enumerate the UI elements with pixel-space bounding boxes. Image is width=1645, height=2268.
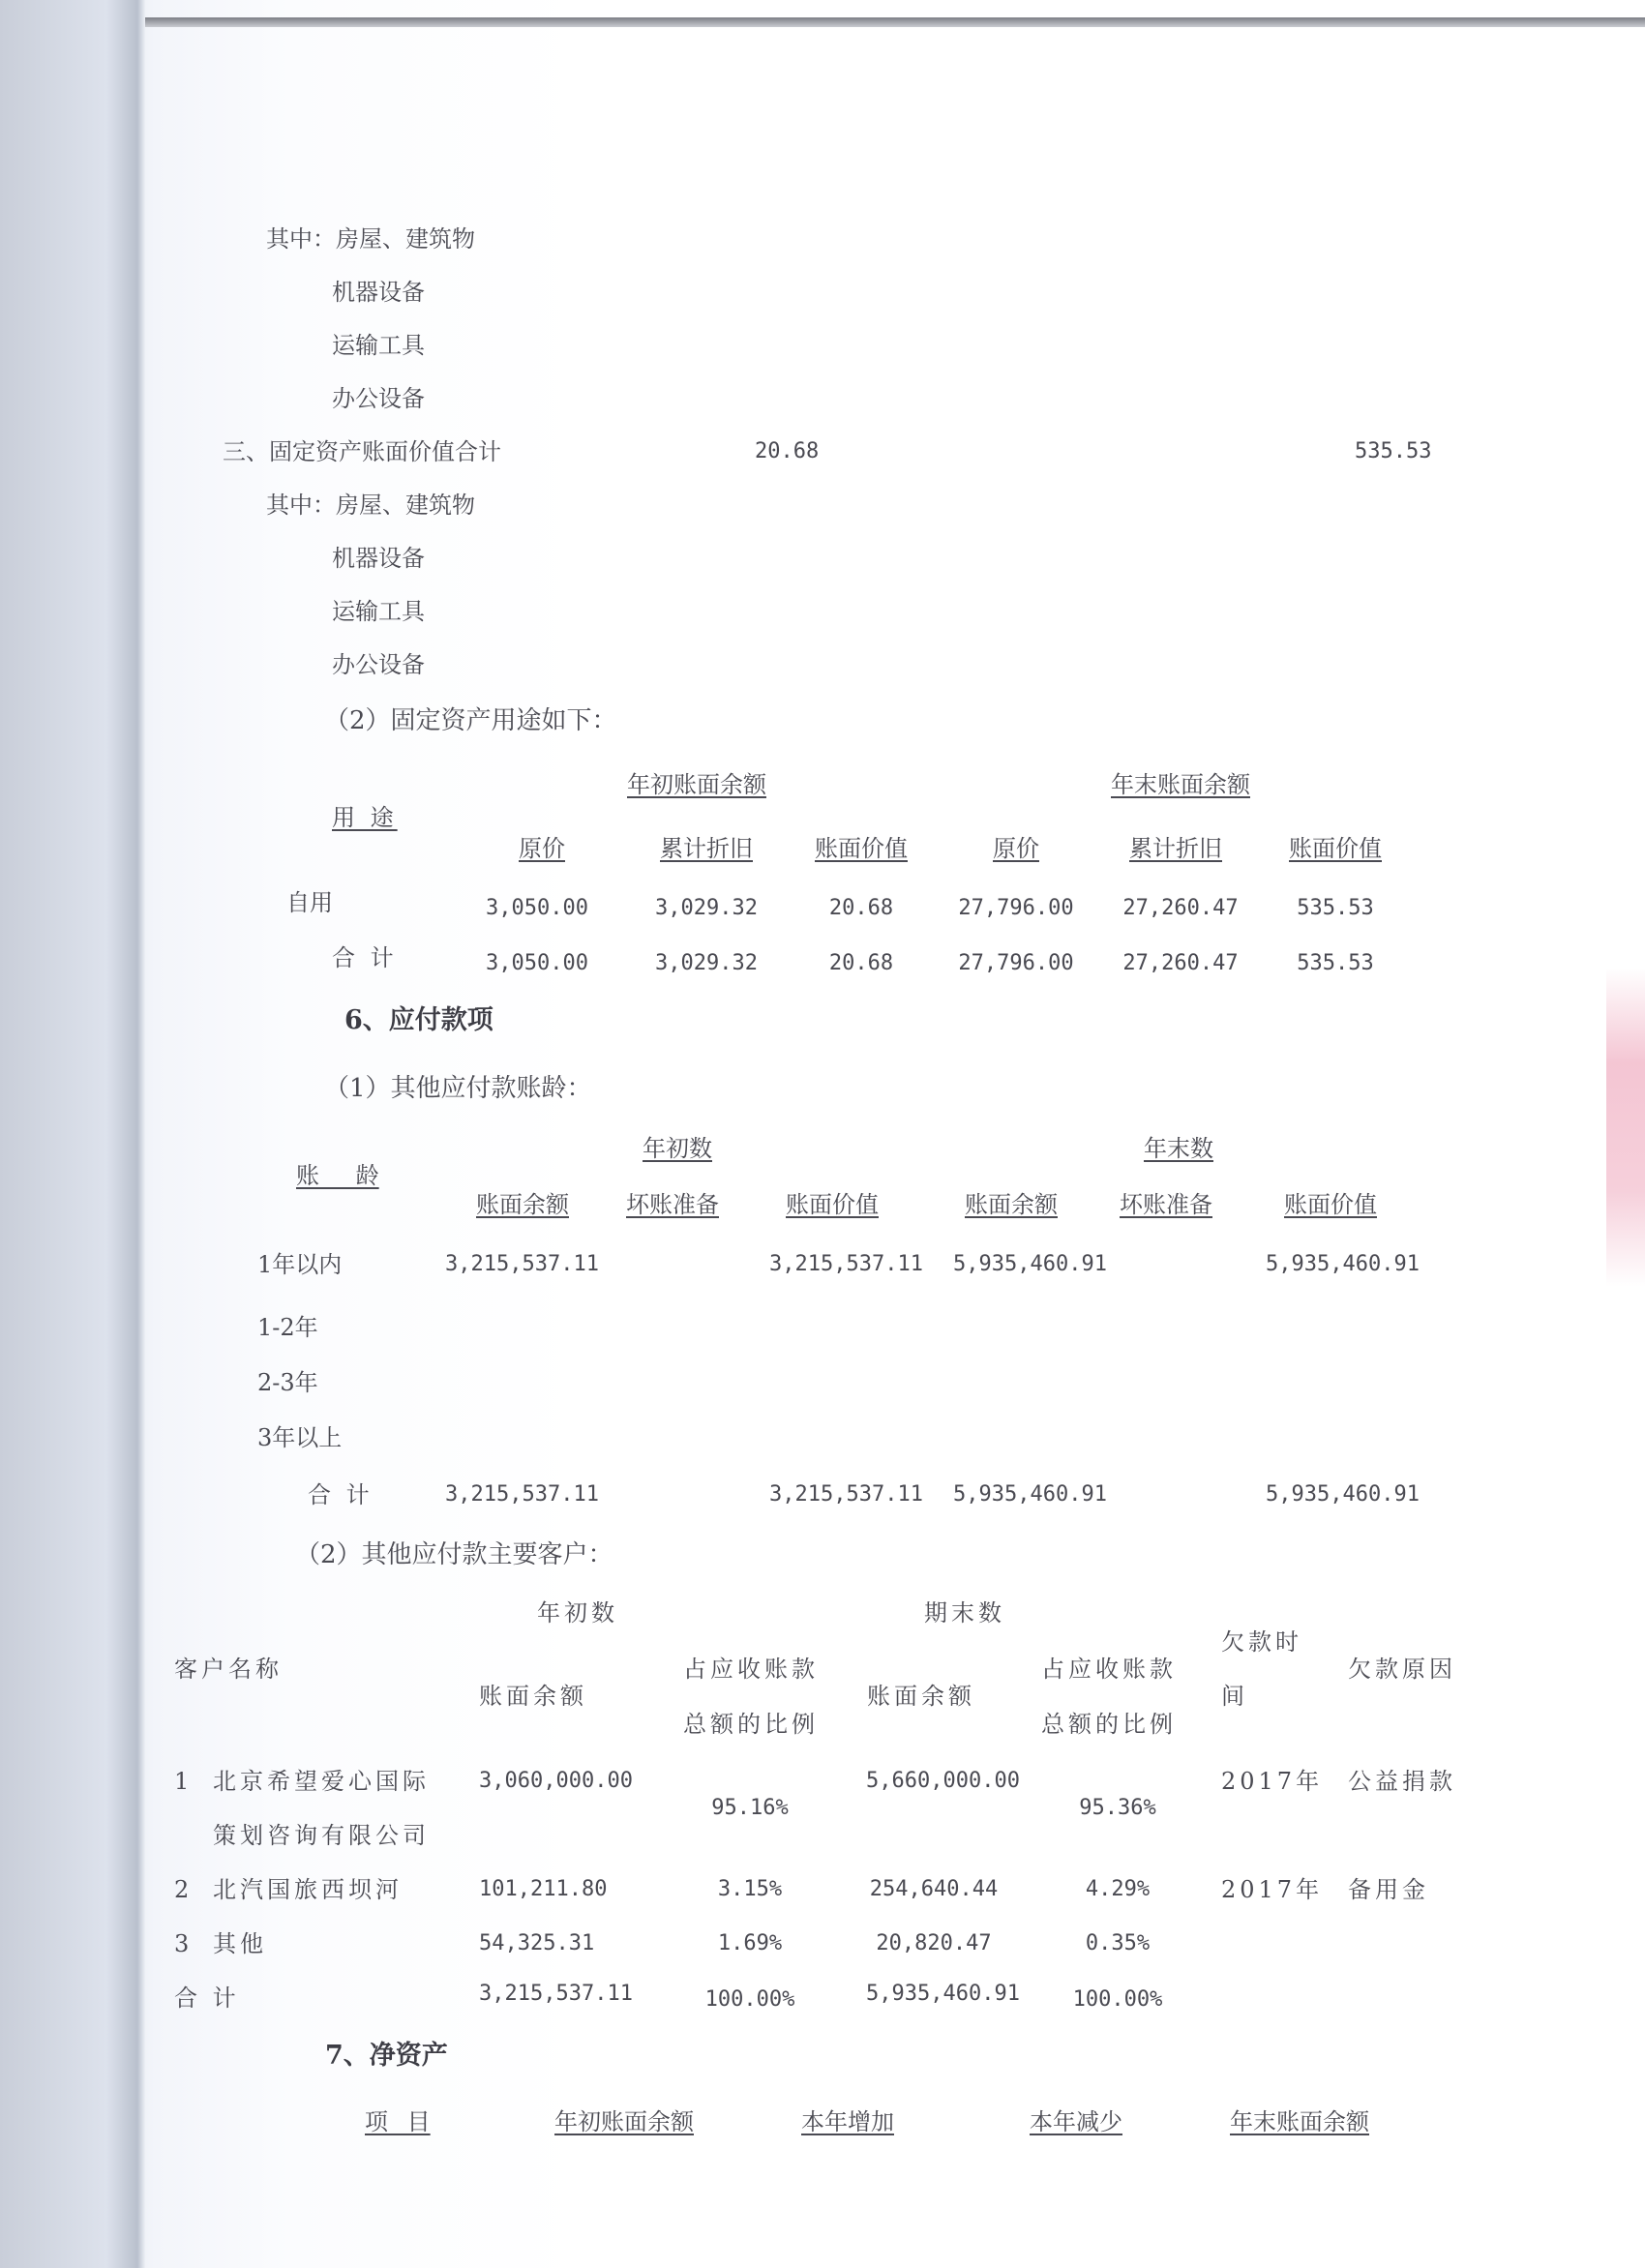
section-title-payables: 6、应付款项 xyxy=(344,1005,494,1035)
net-total-begin: 20.68 xyxy=(755,439,820,463)
aging-cell: 3,215,537.11 xyxy=(769,1252,923,1276)
aging-sub-header: 坏账准备 xyxy=(626,1191,719,1218)
usage-group-begin: 年初账面余额 xyxy=(627,771,766,798)
usage-cell: 20.68 xyxy=(828,951,894,975)
customer-name: 其他 xyxy=(213,1930,267,1957)
section-title-net-assets: 7、净资产 xyxy=(325,2041,448,2071)
aging-row-label: 3年以上 xyxy=(257,1424,343,1451)
aging-cell: 5,935,460.91 xyxy=(1266,1482,1420,1507)
customers-group-end: 期末数 xyxy=(924,1599,1005,1626)
aging-row-label: 1年以内 xyxy=(257,1251,343,1278)
aging-cell: 5,935,460.91 xyxy=(1266,1252,1420,1276)
customers-total-end-ratio: 100.00% xyxy=(1072,1987,1163,2012)
customer-time: 2017年 xyxy=(1221,1876,1324,1903)
aging-heading: （1）其他应付款账龄： xyxy=(324,1074,592,1103)
customers-col-ratio-1: 占应收账款 xyxy=(683,1656,819,1683)
aging-cell: 5,935,460.91 xyxy=(953,1252,1107,1276)
net-assets-header: 本年减少 xyxy=(1030,2108,1122,2135)
asset-subitem: 机器设备 xyxy=(332,545,425,572)
asset-subitem: 其中：房屋、建筑物 xyxy=(266,225,475,253)
customer-name: 北京希望爱心国际 xyxy=(213,1768,430,1795)
customer-begin-ratio: 95.16% xyxy=(711,1796,789,1820)
aging-cell: 3,215,537.11 xyxy=(769,1482,923,1507)
aging-sub-header: 坏账准备 xyxy=(1120,1191,1212,1218)
aging-sub-header: 账面余额 xyxy=(965,1191,1058,1218)
aging-sub-header: 账面价值 xyxy=(1284,1191,1377,1218)
customer-reason: 备用金 xyxy=(1348,1876,1429,1903)
customer-begin-ratio: 1.69% xyxy=(717,1931,783,1955)
asset-subitem: 办公设备 xyxy=(332,385,425,412)
aging-col-label: 账 龄 xyxy=(296,1162,379,1189)
usage-heading: （2）固定资产用途如下： xyxy=(324,706,617,735)
usage-sub-header: 累计折旧 xyxy=(660,835,753,862)
customer-reason: 公益捐款 xyxy=(1348,1768,1456,1795)
usage-cell: 27,796.00 xyxy=(958,896,1074,920)
customer-name-line2: 策划咨询有限公司 xyxy=(213,1822,430,1849)
customers-total-label: 合 计 xyxy=(174,1984,240,2012)
asset-subitem: 运输工具 xyxy=(332,332,425,359)
customers-col-name: 客户名称 xyxy=(174,1656,283,1683)
customers-col-balance-b: 账面余额 xyxy=(867,1683,975,1710)
customers-col-ratio-2: 总额的比例 xyxy=(683,1711,819,1738)
net-total-label: 三、固定资产账面价值合计 xyxy=(223,438,501,465)
aging-row-label: 2-3年 xyxy=(257,1369,318,1396)
customers-col-time-1: 欠款时 xyxy=(1221,1628,1302,1656)
net-assets-header: 年初账面余额 xyxy=(554,2108,694,2135)
customers-heading: （2）其他应付款主要客户： xyxy=(295,1540,613,1569)
customer-end-ratio: 0.35% xyxy=(1085,1931,1151,1955)
usage-row-label: 合 计 xyxy=(332,944,398,971)
aging-sub-header: 账面价值 xyxy=(786,1191,879,1218)
binding-spine xyxy=(0,0,145,2268)
customer-no: 3 xyxy=(174,1930,190,1957)
customer-time: 2017年 xyxy=(1221,1768,1324,1795)
scan-edge xyxy=(145,17,1645,27)
aging-cell: 3,215,537.11 xyxy=(445,1252,599,1276)
usage-sub-header: 累计折旧 xyxy=(1129,835,1222,862)
aging-row-label: 合 计 xyxy=(308,1481,374,1508)
net-assets-header: 本年增加 xyxy=(801,2108,894,2135)
net-total-end: 535.53 xyxy=(1355,439,1432,463)
aging-cell: 3,215,537.11 xyxy=(445,1482,599,1507)
usage-cell: 27,260.47 xyxy=(1122,896,1239,920)
customers-col-ratio-2b: 总额的比例 xyxy=(1041,1711,1177,1738)
usage-cell: 3,029.32 xyxy=(655,951,758,975)
usage-cell: 3,050.00 xyxy=(486,951,588,975)
aging-group-begin: 年初数 xyxy=(643,1135,712,1162)
asset-subitem: 其中：房屋、建筑物 xyxy=(266,492,475,519)
customer-begin-ratio: 3.15% xyxy=(717,1877,783,1901)
customer-end-balance: 20,820.47 xyxy=(876,1931,992,1955)
customer-end-ratio: 4.29% xyxy=(1085,1877,1151,1901)
usage-cell: 27,260.47 xyxy=(1122,951,1239,975)
customer-begin-balance: 54,325.31 xyxy=(479,1931,595,1955)
customer-begin-balance: 3,060,000.00 xyxy=(479,1769,633,1793)
customer-begin-balance: 101,211.80 xyxy=(479,1877,608,1901)
customers-total-begin-ratio: 100.00% xyxy=(704,1987,795,2012)
customers-group-begin: 年初数 xyxy=(537,1599,618,1626)
customers-col-reason: 欠款原因 xyxy=(1348,1656,1456,1683)
net-assets-header: 项 目 xyxy=(365,2108,431,2135)
customers-col-time-2: 间 xyxy=(1221,1683,1248,1710)
asset-subitem: 机器设备 xyxy=(332,279,425,306)
usage-cell: 20.68 xyxy=(828,896,894,920)
usage-col-label: 用 途 xyxy=(332,804,398,831)
usage-cell: 3,050.00 xyxy=(486,896,588,920)
asset-subitem: 运输工具 xyxy=(332,598,425,625)
aging-cell: 5,935,460.91 xyxy=(953,1482,1107,1507)
usage-cell: 27,796.00 xyxy=(958,951,1074,975)
customer-end-ratio: 95.36% xyxy=(1079,1796,1156,1820)
customers-total-end-balance: 5,935,460.91 xyxy=(866,1982,1020,2006)
aging-sub-header: 账面余额 xyxy=(476,1191,569,1218)
usage-group-end: 年末账面余额 xyxy=(1111,771,1250,798)
customers-col-ratio-1b: 占应收账款 xyxy=(1041,1656,1177,1683)
usage-sub-header: 原价 xyxy=(993,835,1039,862)
customer-name: 北汽国旅西坝河 xyxy=(213,1876,403,1903)
customer-no: 1 xyxy=(174,1768,190,1795)
net-assets-header: 年末账面余额 xyxy=(1230,2108,1369,2135)
usage-cell: 3,029.32 xyxy=(655,896,758,920)
usage-cell: 535.53 xyxy=(1297,951,1374,975)
aging-group-end: 年末数 xyxy=(1144,1135,1213,1162)
customer-end-balance: 5,660,000.00 xyxy=(866,1769,1020,1793)
usage-sub-header: 原价 xyxy=(519,835,565,862)
usage-row-label: 自用 xyxy=(286,889,333,916)
customer-end-balance: 254,640.44 xyxy=(869,1877,999,1901)
customers-col-balance: 账面余额 xyxy=(479,1683,587,1710)
customer-no: 2 xyxy=(174,1876,190,1903)
red-seal-stamp xyxy=(1606,968,1645,1287)
aging-row-label: 1-2年 xyxy=(257,1314,318,1341)
customers-total-begin-balance: 3,215,537.11 xyxy=(479,1982,633,2006)
usage-cell: 535.53 xyxy=(1297,896,1374,920)
usage-sub-header: 账面价值 xyxy=(1289,835,1382,862)
asset-subitem: 办公设备 xyxy=(332,651,425,678)
usage-sub-header: 账面价值 xyxy=(815,835,908,862)
